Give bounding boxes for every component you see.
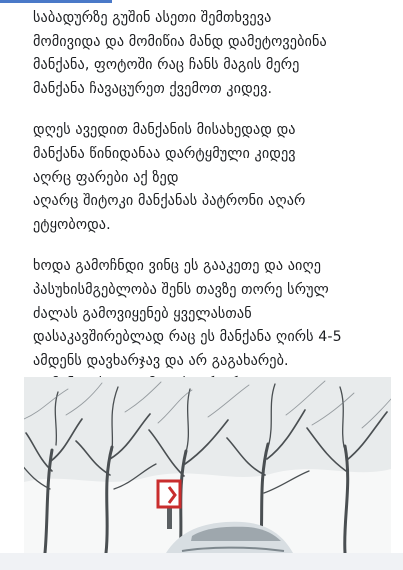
- post-text-line: მანქანა ჩავაცურეთ ქვემოთ კიდევ.: [33, 80, 273, 97]
- post-paragraph: [33, 7, 383, 101]
- snowy-forest-car-photo[interactable]: [24, 377, 391, 553]
- post-text-line: დღეს ავედით მანქანის მისახედად და: [33, 122, 296, 139]
- post-text-line: მომივიდა და მომიწია მანდ დამეტოვებინა: [33, 33, 327, 50]
- post-text-line: საბადურზე გუშინ ასეთი შემთხვევა: [33, 10, 272, 26]
- post-text-line: ეტყობოდა.: [33, 216, 111, 233]
- post-text-line: აღარც შიტოკი მანქანას პატრონი აღარ: [33, 193, 306, 210]
- snowy-forest-car-image: [24, 377, 391, 553]
- post-text-line: დასაკავშირებლად რაც ეს მანქანა ღირს 4-5: [33, 329, 342, 346]
- post-text-line: მანქანა წინიდანაა დარტყმული კიდევ: [33, 145, 296, 162]
- post-text-line: ამდენს დავხარჯავ და არ გაგახარებ.: [33, 352, 289, 369]
- bottom-scroll-bar[interactable]: [0, 553, 403, 570]
- post-text-line: პასუხისმგებლობა შენს თავზე თორე სრულ: [33, 281, 329, 298]
- post-text-line: ძალას გამოვიყენებ ყველასთან: [33, 305, 252, 322]
- post-paragraph: [33, 255, 383, 397]
- post-paragraph: [33, 119, 383, 237]
- post-text: [33, 7, 383, 415]
- post-text-line: ხოდა გამოჩნდი ვინც ეს გააკეთე და აიღე: [33, 258, 322, 275]
- post-text-line: მანქანა, ფოტოში რაც ჩანს მაგის მერე: [33, 57, 300, 74]
- top-link-strip[interactable]: [0, 0, 112, 3]
- post-text-line: აღრც ფარები აქ ზედ: [33, 169, 179, 186]
